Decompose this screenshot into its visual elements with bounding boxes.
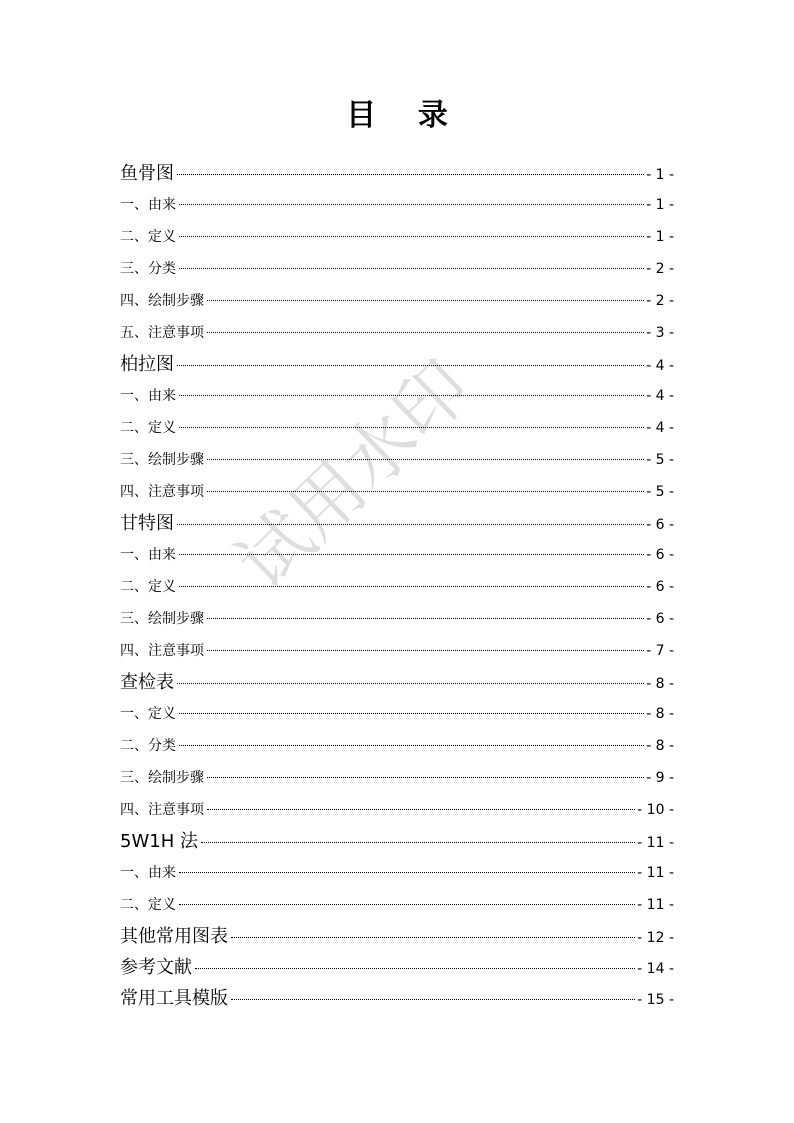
toc-page-number: - 7 - <box>646 643 674 659</box>
toc-page-number: - 11 - <box>637 897 674 913</box>
toc-page-number: - 11 - <box>637 835 674 851</box>
toc-page-number: - 1 - <box>646 197 674 213</box>
toc-entry-label: 四、注意事项 <box>120 643 204 659</box>
dot-leader <box>207 491 644 492</box>
toc-entry-label: 一、定义 <box>120 706 176 722</box>
toc-chapter-entry[interactable] <box>120 667 674 698</box>
toc-section-entry[interactable] <box>120 635 674 667</box>
toc-entry-label: 甘特图 <box>120 513 174 534</box>
dot-leader <box>179 904 635 905</box>
toc-page-number: - 6 - <box>646 611 674 627</box>
toc-chapter-entry[interactable] <box>120 921 674 952</box>
toc-page-number: - 8 - <box>646 738 674 754</box>
toc-entry-label: 柏拉图 <box>120 354 174 375</box>
toc-entry-label: 三、绘制步骤 <box>120 770 204 786</box>
toc-entry-label: 一、由来 <box>120 197 176 213</box>
watermark: 试用水印 <box>220 344 487 606</box>
toc-page-number: - 4 - <box>646 388 674 404</box>
toc-page-number: - 3 - <box>646 325 674 341</box>
toc-entry-label: 四、绘制步骤 <box>120 293 204 309</box>
toc-page-number: - 5 - <box>646 452 674 468</box>
toc-section-entry[interactable] <box>120 539 674 571</box>
dot-leader <box>179 236 644 237</box>
toc-entry-label: 三、绘制步骤 <box>120 611 204 627</box>
dot-leader <box>177 174 644 175</box>
toc-page-number: - 8 - <box>646 676 674 692</box>
dot-leader <box>195 968 635 969</box>
dot-leader <box>179 586 644 587</box>
toc-entry-label: 5W1H 法 <box>120 831 198 852</box>
toc-page-number: - 14 - <box>637 961 674 977</box>
dot-leader <box>179 554 644 555</box>
toc-section-entry[interactable] <box>120 889 674 921</box>
toc-page-number: - 6 - <box>646 547 674 563</box>
toc-entry-label: 四、注意事项 <box>120 484 204 500</box>
table-of-contents <box>120 158 674 1014</box>
dot-leader <box>179 268 644 269</box>
toc-entry-label: 二、分类 <box>120 738 176 754</box>
page-title: 目 录 <box>346 98 448 133</box>
toc-section-entry[interactable] <box>120 857 674 889</box>
toc-section-entry[interactable] <box>120 730 674 762</box>
toc-chapter-entry[interactable] <box>120 158 674 189</box>
toc-page-number: - 11 - <box>637 865 674 881</box>
toc-page-number: - 15 - <box>637 992 674 1008</box>
toc-entry-label: 三、分类 <box>120 261 176 277</box>
dot-leader <box>179 745 644 746</box>
dot-leader <box>179 713 644 714</box>
toc-page-number: - 2 - <box>646 293 674 309</box>
toc-section-entry[interactable] <box>120 253 674 285</box>
toc-page-number: - 4 - <box>646 358 674 374</box>
toc-page-number: - 6 - <box>646 579 674 595</box>
toc-page-number: - 1 - <box>646 167 674 183</box>
toc-entry-label: 三、绘制步骤 <box>120 452 204 468</box>
toc-section-entry[interactable] <box>120 762 674 794</box>
toc-chapter-entry[interactable] <box>120 826 674 857</box>
toc-entry-label: 二、定义 <box>120 229 176 245</box>
toc-chapter-entry[interactable] <box>120 349 674 380</box>
toc-section-entry[interactable] <box>120 794 674 826</box>
toc-page-number: - 2 - <box>646 261 674 277</box>
dot-leader <box>201 842 635 843</box>
dot-leader <box>179 872 635 873</box>
toc-entry-label: 一、由来 <box>120 388 176 404</box>
toc-section-entry[interactable] <box>120 698 674 730</box>
dot-leader <box>207 650 644 651</box>
toc-entry-label: 二、定义 <box>120 897 176 913</box>
toc-section-entry[interactable] <box>120 380 674 412</box>
toc-chapter-entry[interactable] <box>120 508 674 539</box>
toc-entry-label: 一、由来 <box>120 865 176 881</box>
toc-entry-label: 常用工具模版 <box>120 988 228 1009</box>
dot-leader <box>177 683 644 684</box>
dot-leader <box>179 204 644 205</box>
toc-entry-label: 其他常用图表 <box>120 926 228 947</box>
toc-entry-label: 一、由来 <box>120 547 176 563</box>
dot-leader <box>207 332 644 333</box>
toc-section-entry[interactable] <box>120 476 674 508</box>
dot-leader <box>207 618 644 619</box>
toc-page-number: - 12 - <box>637 930 674 946</box>
toc-entry-label: 鱼骨图 <box>120 163 174 184</box>
toc-section-entry[interactable] <box>120 603 674 635</box>
toc-section-entry[interactable] <box>120 571 674 603</box>
toc-entry-label: 二、定义 <box>120 579 176 595</box>
toc-section-entry[interactable] <box>120 285 674 317</box>
dot-leader <box>207 300 644 301</box>
toc-page-number: - 6 - <box>646 517 674 533</box>
dot-leader <box>231 999 635 1000</box>
toc-section-entry[interactable] <box>120 317 674 349</box>
toc-page-number: - 5 - <box>646 484 674 500</box>
dot-leader <box>179 427 644 428</box>
toc-chapter-entry[interactable] <box>120 952 674 983</box>
dot-leader <box>207 459 644 460</box>
toc-section-entry[interactable] <box>120 221 674 253</box>
toc-page-number: - 4 - <box>646 420 674 436</box>
toc-entry-label: 二、定义 <box>120 420 176 436</box>
toc-entry-label: 五、注意事项 <box>120 325 204 341</box>
dot-leader <box>207 809 635 810</box>
toc-page-number: - 8 - <box>646 706 674 722</box>
toc-chapter-entry[interactable] <box>120 983 674 1014</box>
toc-page-number: - 9 - <box>646 770 674 786</box>
toc-page-number: - 1 - <box>646 229 674 245</box>
dot-leader <box>179 395 644 396</box>
toc-entry-label: 查检表 <box>120 672 174 693</box>
toc-entry-label: 参考文献 <box>120 957 192 978</box>
toc-entry-label: 四、注意事项 <box>120 802 204 818</box>
toc-section-entry[interactable] <box>120 189 674 221</box>
dot-leader <box>177 524 644 525</box>
dot-leader <box>207 777 644 778</box>
toc-page-number: - 10 - <box>637 802 674 818</box>
toc-section-entry[interactable] <box>120 412 674 444</box>
toc-section-entry[interactable] <box>120 444 674 476</box>
dot-leader <box>231 937 635 938</box>
dot-leader <box>177 365 644 366</box>
